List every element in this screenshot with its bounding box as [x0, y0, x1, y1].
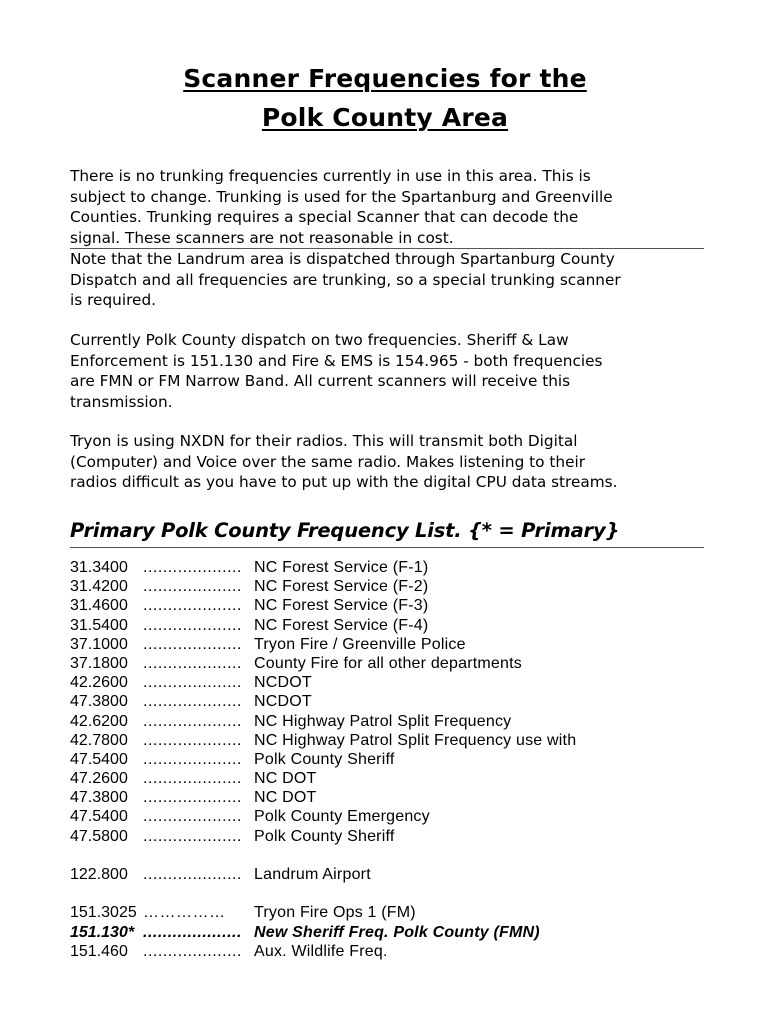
paragraph-line: transmission. — [70, 392, 173, 411]
frequency-row — [70, 807, 710, 826]
service-name: NCDOT — [254, 674, 312, 692]
frequency-row — [70, 712, 710, 731]
service-name: NC Forest Service (F-4) — [254, 616, 429, 634]
frequency-value: 151.130* — [70, 923, 135, 941]
frequency-row — [70, 903, 710, 922]
dot-leader: .................... — [143, 942, 242, 960]
tryon-paragraph — [70, 431, 710, 493]
frequency-value: 47.3800 — [70, 693, 128, 711]
paragraph-line: Dispatch and all frequencies are trunking, so a special trunking scanner — [70, 270, 621, 289]
paragraph-line: Currently Polk County dispatch on two frequencies. Sheriff & Law — [70, 331, 569, 349]
frequency-value: 42.2600 — [70, 674, 128, 692]
frequency-row — [70, 577, 710, 596]
dot-leader: .................... — [143, 674, 242, 692]
frequency-list-heading: Primary Polk County Frequency List. {* = Primary} — [70, 519, 620, 542]
frequency-row — [70, 731, 710, 750]
dot-leader: .................... — [143, 750, 242, 768]
dot-leader: .................... — [143, 808, 242, 826]
page-title-line-1: Scanner Frequencies for the — [183, 64, 587, 93]
page-title-line-2: Polk County Area — [261, 103, 509, 132]
service-name: NCDOT — [254, 693, 312, 711]
service-name: NC Highway Patrol Split Frequency — [254, 712, 512, 730]
frequency-row — [70, 616, 710, 635]
dot-leader: .................... — [143, 578, 242, 596]
frequency-value: 47.5800 — [70, 827, 128, 845]
frequency-row — [70, 769, 710, 788]
dispatch-paragraph — [70, 330, 710, 412]
frequency-value: 31.5400 — [70, 616, 128, 634]
dot-leader: .................... — [143, 597, 242, 615]
dot-leader: .................... — [143, 712, 242, 730]
paragraph-line: signal. These scanners are not reasonable in cost. — [70, 228, 454, 247]
paragraph-line: Enforcement is 151.130 and Fire & EMS is 154.965 - both frequencies — [70, 351, 603, 370]
dot-leader: .................... — [143, 827, 242, 845]
paragraph-line: Tryon is using NXDN for their radios. This will transmit both Digital — [70, 432, 578, 450]
dot-leader: .................... — [143, 559, 242, 576]
frequency-row — [70, 788, 710, 807]
frequency-value: 42.7800 — [70, 731, 128, 749]
service-name: NC Highway Patrol Split Frequency use with — [254, 731, 577, 749]
frequency-row — [70, 692, 710, 711]
frequency-value: 37.1000 — [70, 635, 128, 653]
service-name: NC Forest Service (F-3) — [254, 597, 429, 615]
frequency-value: 151.3025 — [70, 904, 137, 922]
frequency-value: 151.460 — [70, 942, 128, 960]
frequency-row — [70, 635, 710, 654]
frequency-value: 31.3400 — [70, 559, 128, 576]
frequency-row — [70, 827, 710, 846]
frequency-row — [70, 596, 710, 615]
frequency-row — [70, 750, 710, 769]
service-name: NC DOT — [254, 789, 317, 807]
paragraph-line: subject to change. Trunking is used for the Spartanburg and Greenville — [70, 187, 613, 206]
paragraph-line: are FMN or FM Narrow Band. All current scanners will receive this — [70, 372, 571, 390]
paragraph-line: Counties. Trunking requires a special Scanner that can decode the — [70, 208, 579, 226]
service-name: Landrum Airport — [254, 866, 371, 883]
service-name: NC DOT — [254, 770, 317, 788]
frequency-row — [70, 865, 710, 884]
service-name: Aux. Wildlife Freq. — [254, 942, 388, 960]
dot-leader: .................... — [143, 770, 242, 788]
dot-leader: .................... — [143, 635, 242, 653]
frequency-value: 47.3800 — [70, 789, 128, 807]
list-spacer — [70, 846, 710, 865]
landrum-paragraph — [70, 249, 710, 311]
trunking-paragraph — [70, 166, 710, 248]
frequency-value: 47.5400 — [70, 750, 128, 768]
frequency-row — [70, 942, 710, 961]
frequency-value: 42.6200 — [70, 712, 128, 730]
service-name: County Fire for all other departments — [254, 654, 522, 672]
dot-leader: .................... — [143, 616, 242, 634]
frequency-value: 47.2600 — [70, 770, 128, 788]
list-spacer — [70, 884, 710, 903]
frequency-value: 47.5400 — [70, 808, 128, 826]
frequency-row — [70, 654, 710, 673]
service-name: Polk County Sheriff — [254, 750, 395, 768]
frequency-value: 37.1800 — [70, 654, 128, 672]
frequency-value: 122.800 — [70, 866, 128, 883]
dot-leader: .................... — [143, 654, 242, 672]
paragraph-line: (Computer) and Voice over the same radio. Makes listening to their — [70, 452, 586, 471]
service-name: Polk County Sheriff — [254, 827, 395, 845]
frequency-value: 31.4200 — [70, 578, 128, 596]
service-name: Tryon Fire Ops 1 (FM) — [254, 904, 416, 922]
frequency-value: 31.4600 — [70, 597, 128, 615]
paragraph-line: Note that the Landrum area is dispatched through Spartanburg County — [70, 250, 615, 268]
heading-divider-line — [70, 547, 704, 548]
service-name: New Sheriff Freq. Polk County (FMN) — [254, 923, 540, 941]
paragraph-line: radios difficult as you have to put up with the digital CPU data streams. — [70, 473, 618, 491]
dot-leader: …………… — [143, 904, 226, 922]
frequency-row — [70, 673, 710, 692]
dot-leader: .................... — [143, 866, 242, 883]
service-name: NC Forest Service (F-1) — [254, 559, 429, 576]
service-name: Tryon Fire / Greenville Police — [254, 635, 466, 653]
dot-leader: .................... — [143, 923, 242, 941]
service-name: Polk County Emergency — [254, 808, 430, 826]
frequency-row — [70, 558, 710, 577]
service-name: NC Forest Service (F-2) — [254, 578, 429, 596]
dot-leader: .................... — [143, 789, 242, 807]
paragraph-line: There is no trunking frequencies currently in use in this area. This is — [70, 167, 591, 185]
dot-leader: .................... — [143, 731, 242, 749]
frequency-list — [70, 558, 710, 961]
primary-frequency-row — [70, 923, 710, 942]
paragraph-line: is required. — [70, 291, 157, 309]
dot-leader: .................... — [143, 693, 242, 711]
